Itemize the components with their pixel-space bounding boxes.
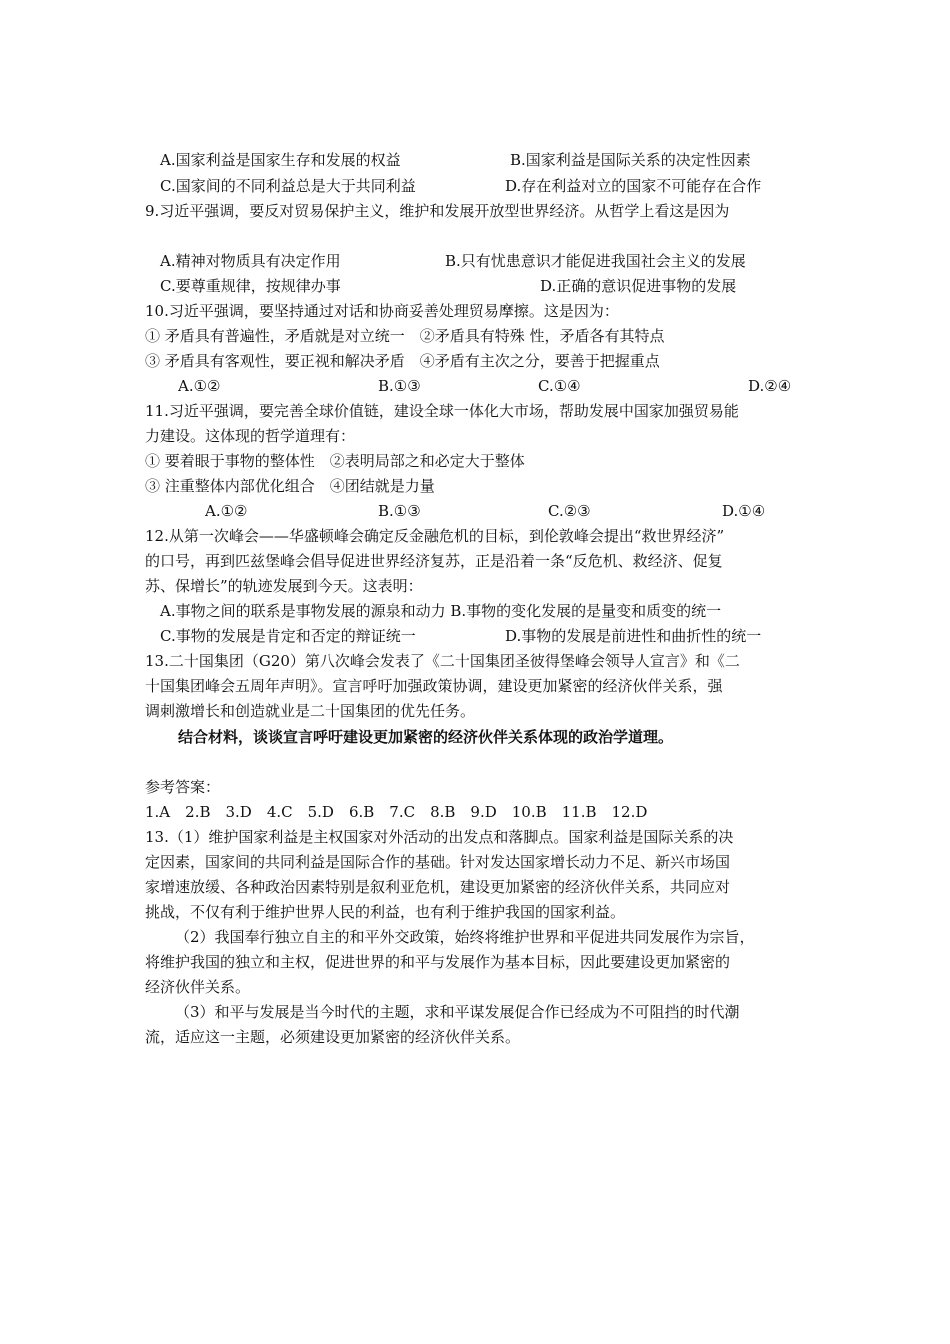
q11-option-b: B.①③ <box>378 502 421 520</box>
q13-stem-line-3: 调刺激增长和创造就业是二十国集团的优先任务。 <box>145 702 476 720</box>
q11-option-d: D.①④ <box>722 502 766 520</box>
answer-13-p1-line-4: 挑战，不仅有利于维护世界人民的利益，也有利于维护我国的国家利益。 <box>145 903 626 921</box>
q10-option-d: D.②④ <box>748 377 792 395</box>
q13-question: 结合材料，谈谈宣言呼吁建设更加紧密的经济伙伴关系体现的政治学道理。 <box>178 728 674 746</box>
q12-option-d: D.事物的发展是前进性和曲折性的统一 <box>505 627 762 645</box>
answer-13-p3-line-1: （3）和平与发展是当今时代的主题，求和平谋发展促合作已经成为不可阻挡的时代潮 <box>175 1003 740 1021</box>
q10-statement-1: ① 矛盾具有普遍性，矛盾就是对立统一 ②矛盾具有特殊 性，矛盾各有其特点 <box>145 327 665 345</box>
answer-13-p2-line-1: （2）我国奉行独立自主的和平外交政策，始终将维护世界和平促进共同发展作为宗旨， <box>175 928 755 946</box>
q12-options-ab: A.事物之间的联系是事物发展的源泉和动力 B.事物的变化发展的是量变和质变的统一 <box>160 602 722 620</box>
answer-13-p1-line-1: 13.（1）维护国家利益是主权国家对外活动的出发点和落脚点。国家利益是国际关系的决 <box>145 828 734 846</box>
answer-13-p2-line-2: 将维护我国的独立和主权，促进世界的和平与发展作为基本目标，因此要建设更加紧密的 <box>145 953 731 971</box>
q9-option-d: D.正确的意识促进事物的发展 <box>540 277 737 295</box>
q10-option-c: C.①④ <box>538 377 581 395</box>
q10-option-a: A.①② <box>178 377 221 395</box>
q9-stem: 9.习近平强调，要反对贸易保护主义，维护和发展开放型世界经济。从哲学上看这是因为 <box>145 202 730 220</box>
answers-list: 1.A 2.B 3.D 4.C 5.D 6.B 7.C 8.B 9.D 10.B 11.B 12.D <box>145 803 648 821</box>
q11-stem-line-1: 11.习近平强调，要完善全球价值链，建设全球一体化大市场，帮助发展中国家加强贸易能 <box>145 402 739 420</box>
answer-13-p2-line-3: 经济伙伴关系。 <box>145 978 251 996</box>
q8-option-a: A.国家利益是国家生存和发展的权益 <box>160 151 401 169</box>
q11-option-a: A.①② <box>205 502 248 520</box>
q8-option-b: B.国家利益是国际关系的决定性因素 <box>510 151 751 169</box>
q8-option-d: D.存在利益对立的国家不可能存在合作 <box>505 177 762 195</box>
q9-option-b: B.只有忧患意识才能促进我国社会主义的发展 <box>445 252 746 270</box>
q12-stem-line-3: 苏、保增长”的轨迹发展到今天。这表明： <box>145 577 423 595</box>
answer-13-p3-line-2: 流，适应这一主题，必须建设更加紧密的经济伙伴关系。 <box>145 1028 521 1046</box>
q11-option-c: C.②③ <box>548 502 591 520</box>
answer-13-p1-line-2: 定因素，国家间的共同利益是国际合作的基础。针对发达国家增长动力不足、新兴市场国 <box>145 853 731 871</box>
q12-stem-line-1: 12.从第一次峰会——华盛顿峰会确定反金融危机的目标，到伦敦峰会提出“救世界经济” <box>145 527 725 545</box>
q13-stem-line-2: 十国集团峰会五周年声明》。宣言呼吁加强政策协调，建设更加紧密的经济伙伴关系，强 <box>145 677 723 695</box>
q10-stem: 10.习近平强调，要坚持通过对话和协商妥善处理贸易摩擦。这是因为： <box>145 302 619 320</box>
q11-statement-1: ① 要着眼于事物的整体性 ②表明局部之和必定大于整体 <box>145 452 525 470</box>
q10-statement-2: ③ 矛盾具有客观性，要正视和解决矛盾 ④矛盾有主次之分，要善于把握重点 <box>145 352 660 370</box>
q10-option-b: B.①③ <box>378 377 421 395</box>
q12-stem-line-2: 的口号，再到匹兹堡峰会倡导促进世界经济复苏，正是沿着一条“反危机、救经济、促复 <box>145 552 723 570</box>
q11-stem-line-2: 力建设。这体现的哲学道理有： <box>145 427 356 445</box>
q12-option-c: C.事物的发展是肯定和否定的辩证统一 <box>160 627 416 645</box>
q9-option-c: C.要尊重规律，按规律办事 <box>160 277 341 295</box>
answer-13-p1-line-3: 家增速放缓、各种政治因素特别是叙利亚危机，建设更加紧密的经济伙伴关系，共同应对 <box>145 878 731 896</box>
q11-statement-2: ③ 注重整体内部优化组合 ④团结就是力量 <box>145 477 435 495</box>
q8-option-c: C.国家间的不同利益总是大于共同利益 <box>160 177 416 195</box>
answers-title: 参考答案： <box>145 778 221 796</box>
q9-option-a: A.精神对物质具有决定作用 <box>160 252 341 270</box>
q13-stem-line-1: 13.二十国集团（G20）第八次峰会发表了《二十国集团圣彼得堡峰会领导人宣言》和《二 <box>145 652 740 670</box>
